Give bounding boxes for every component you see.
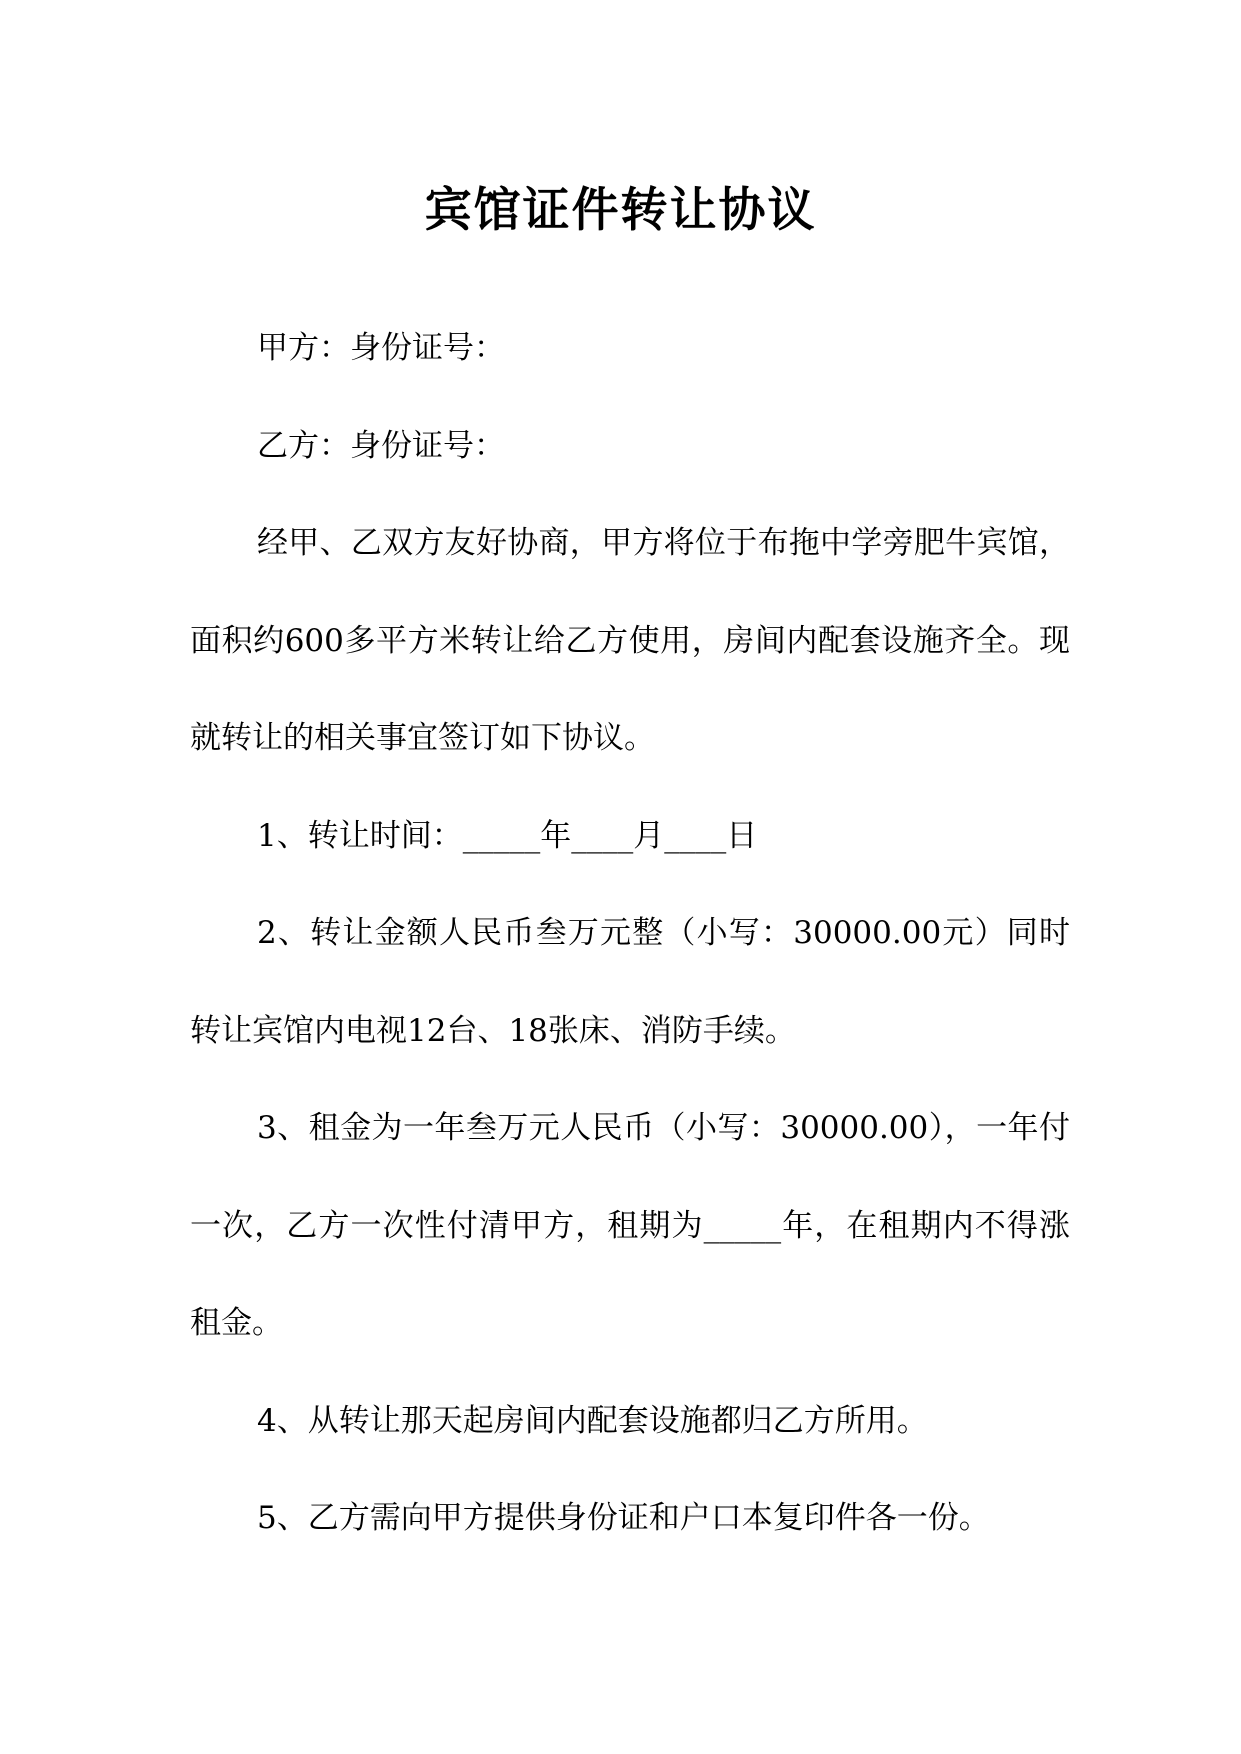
clause-2-transfer-amount: 2、转让金额人民币叁万元整（小写：30000.00元）同时转让宾馆内电视12台、18张床、消防手续。 (190, 915, 1070, 1049)
clause-3-rent: 3、租金为一年叁万元人民币（小写：30000.00），一年付一次，乙方一次性付清甲方，租期为_____年，在租期内不得涨租金。 (190, 1110, 1070, 1341)
clause-5-documents: 5、乙方需向甲方提供身份证和户口本复印件各一份。 (257, 1500, 990, 1536)
preamble-paragraph: 经甲、乙双方友好协商，甲方将位于布拖中学旁肥牛宾馆，面积约600多平方米转让给乙方使用，房间内配套设施齐全。现就转让的相关事宜签订如下协议。 (190, 525, 1070, 756)
party-b-line: 乙方：身份证号： (257, 427, 505, 464)
party-a-line: 甲方：身份证号： (257, 330, 505, 366)
document-body (190, 300, 1070, 1568)
document-title: 宾馆证件转让协议 (424, 183, 817, 239)
clause-1-transfer-time: 1、转让时间：_____年____月____日 (257, 817, 758, 854)
clause-4-facilities: 4、从转让那天起房间内配套设施都归乙方所用。 (257, 1402, 928, 1439)
